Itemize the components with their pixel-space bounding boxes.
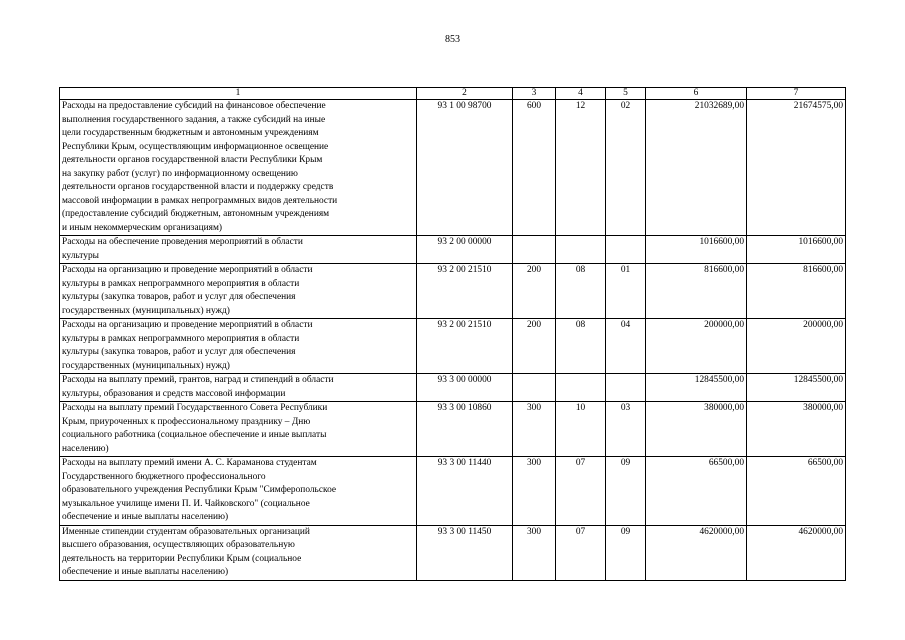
amount-col-7: 12845500,00 [747,374,846,402]
amount-col-7: 816600,00 [747,264,846,319]
amount-col-7: 66500,00 [747,457,846,526]
subsection-code [606,236,646,264]
expense-type-code: 300 [513,525,556,580]
section-code: 08 [556,264,606,319]
target-article-code: 93 3 00 00000 [417,374,513,402]
table-row [60,457,846,526]
expense-name: Расходы на организацию и проведение мероприятий в области культуры в рамках непрограммного мероприятия в области культуры (закупка товаров, работ и услуг для обеспечения государственных (муниципальных) нужд) [60,319,417,374]
subsection-code: 09 [606,525,646,580]
amount-col-6: 4620000,00 [646,525,747,580]
expense-name: Именные стипендии студентам образовательных организаций высшего образования, осуществляющих образовательную деятельность на территории Республики Крым (социальное обеспечение и иные выплаты населению) [60,525,417,580]
amount-col-7: 4620000,00 [747,525,846,580]
header-col-5: 5 [606,88,646,100]
expense-type-code: 300 [513,402,556,457]
section-code: 07 [556,457,606,526]
subsection-code: 03 [606,402,646,457]
target-article-code: 93 1 00 98700 [417,100,513,236]
section-code: 08 [556,319,606,374]
subsection-code: 02 [606,100,646,236]
expense-type-code: 200 [513,319,556,374]
expense-type-code: 300 [513,457,556,526]
expense-name: Расходы на организацию и проведение мероприятий в области культуры в рамках непрограммного мероприятия в области культуры (закупка товаров, работ и услуг для обеспечения государственных (муниципальных) нужд) [60,264,417,319]
header-col-3: 3 [513,88,556,100]
target-article-code: 93 2 00 00000 [417,236,513,264]
header-col-2: 2 [417,88,513,100]
target-article-code: 93 3 00 10860 [417,402,513,457]
section-code: 10 [556,402,606,457]
amount-col-6: 1016600,00 [646,236,747,264]
header-col-1: 1 [60,88,417,100]
budget-table [59,87,846,581]
header-col-7: 7 [747,88,846,100]
amount-col-7: 380000,00 [747,402,846,457]
expense-type-code: 200 [513,264,556,319]
subsection-code: 04 [606,319,646,374]
header-col-6: 6 [646,88,747,100]
section-code: 12 [556,100,606,236]
table-row [60,100,846,236]
amount-col-7: 1016600,00 [747,236,846,264]
table-row [60,525,846,580]
amount-col-6: 21032689,00 [646,100,747,236]
expense-name: Расходы на обеспечение проведения мероприятий в области культуры [60,236,417,264]
amount-col-6: 816600,00 [646,264,747,319]
table-row [60,236,846,264]
expense-type-code: 600 [513,100,556,236]
expense-type-code [513,374,556,402]
amount-col-7: 200000,00 [747,319,846,374]
section-code [556,374,606,402]
header-col-4: 4 [556,88,606,100]
amount-col-6: 200000,00 [646,319,747,374]
expense-name: Расходы на выплату премий Государственного Совета Республики Крым, приуроченных к профессиональному празднику – Дню социального работника (социальное обеспечение и иные выплаты населению) [60,402,417,457]
amount-col-6: 66500,00 [646,457,747,526]
subsection-code [606,374,646,402]
table-row [60,319,846,374]
amount-col-6: 380000,00 [646,402,747,457]
table-header-row [60,88,846,100]
expense-type-code [513,236,556,264]
expense-name: Расходы на выплату премий, грантов, наград и стипендий в области культуры, образования и средств массовой информации [60,374,417,402]
target-article-code: 93 3 00 11440 [417,457,513,526]
expense-name: Расходы на выплату премий имени А. С. Караманова студентам Государственного бюджетного профессионального образовательного учреждения Республики Крым "Симферопольское музыкальное училище имени П. И. Чайковского" (социальное обеспечение и иные выплаты населению) [60,457,417,526]
amount-col-7: 21674575,00 [747,100,846,236]
subsection-code: 01 [606,264,646,319]
section-code: 07 [556,525,606,580]
page-number: 853 [445,34,460,45]
target-article-code: 93 2 00 21510 [417,264,513,319]
table-row [60,374,846,402]
expense-name: Расходы на предоставление субсидий на финансовое обеспечение выполнения государственного задания, а также субсидий на иные цели государственным бюджетным и автономным учреждениям Республики Крым, осуществляющим информационное освещение деятельности органов государственной власти Республики Крым на закупку работ (услуг) по информационному освещению деятельности органов государственной власти и поддержку средств массовой информации в рамках непрограммных видов деятельности (предоставление субсидий бюджетным, автономным учреждениям и иным некоммерческим организациям) [60,100,417,236]
target-article-code: 93 3 00 11450 [417,525,513,580]
target-article-code: 93 2 00 21510 [417,319,513,374]
table-row [60,402,846,457]
subsection-code: 09 [606,457,646,526]
amount-col-6: 12845500,00 [646,374,747,402]
table-row [60,264,846,319]
section-code [556,236,606,264]
